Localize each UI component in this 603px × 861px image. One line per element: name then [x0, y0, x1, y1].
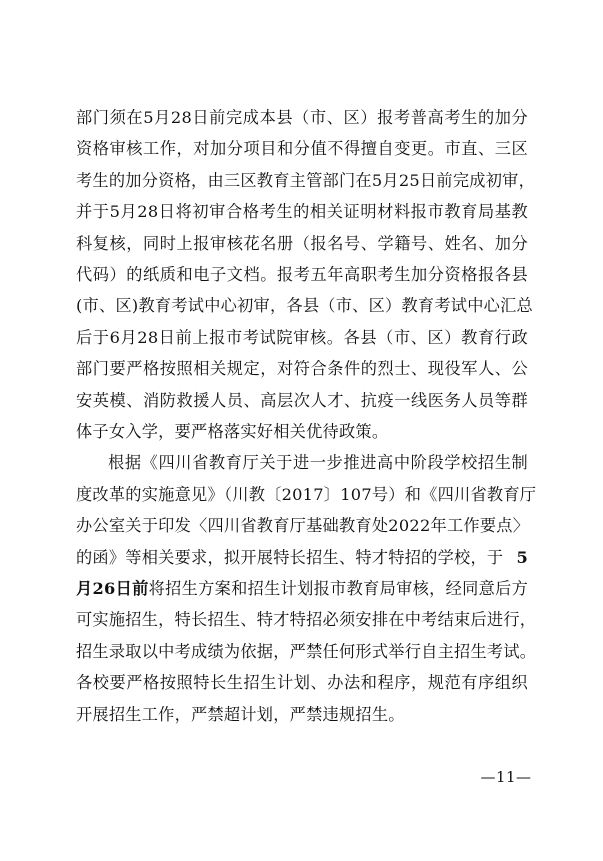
- paragraph-line: 后于6月28日前上报市考试院审核。各县（市、区）教育行政: [76, 327, 528, 347]
- paragraph-line-text: 的函》等相关要求，拟开展特长招生、特才特招的学校，于: [76, 547, 504, 567]
- paragraph-line: 部门要严格按照相关规定，对符合条件的烈士、现役军人、公: [76, 359, 528, 379]
- paragraph-line: 招生录取以中考成绩为依据，严禁任何形式举行自主招生考试。: [76, 641, 537, 661]
- paragraph-line: 资格审核工作，对加分项目和分值不得擅自变更。市直、三区: [76, 139, 528, 159]
- paragraph-line: 体子女入学，要严格落实好相关优待政策。: [76, 422, 389, 441]
- page-number: —11—: [480, 768, 532, 786]
- paragraph-line: 考生的加分资格，由三区教育主管部门在5月25日前完成初审，: [76, 170, 536, 190]
- paragraph-line: 并于5月28日将初审合格考生的相关证明材料报市教育局基教: [76, 202, 528, 222]
- bold-date-digit: 5: [516, 547, 528, 567]
- paragraph-line: 开展招生工作，严禁超计划，严禁违规招生。: [76, 704, 405, 724]
- paragraph-line: 可实施招生，特长招生、特才特招必须安排在中考结束后进行，: [76, 610, 537, 630]
- bold-date-text: 月26日前: [76, 579, 149, 598]
- paragraph-line: [76, 579, 528, 599]
- paragraph-line: 代码）的纸质和电子文档。报考五年高职考生加分资格报各县: [76, 265, 528, 284]
- paragraph-line: 科复核，同时上报审核花名册（报名号、学籍号、姓名、加分: [76, 233, 528, 253]
- paragraph-line: (市、区)教育考试中心初审，各县（市、区）教育考试中心汇总: [76, 296, 533, 316]
- paragraph-line: 根据《四川省教育厅关于进一步推进高中阶段学校招生制: [108, 453, 528, 473]
- paragraph-line: 安英模、消防救援人员、高层次人才、抗疫一线医务人员等群: [76, 390, 528, 410]
- paragraph-line: 部门须在5月28日前完成本县（市、区）报考普高考生的加分: [76, 108, 528, 127]
- paragraph-line: 办公室关于印发〈四川省教育厅基础教育处2022年工作要点〉: [76, 516, 530, 536]
- paragraph-line: [76, 548, 528, 568]
- paragraph-line: 度改革的实施意见》（川教〔2017〕107号）和《四川省教育厅: [76, 484, 537, 504]
- paragraph-line-text: 将招生方案和招生计划报市教育局审核，经同意后方: [148, 579, 529, 598]
- paragraph-line: 各校要严格按照特长生招生计划、办法和程序，规范有序组织: [76, 673, 528, 693]
